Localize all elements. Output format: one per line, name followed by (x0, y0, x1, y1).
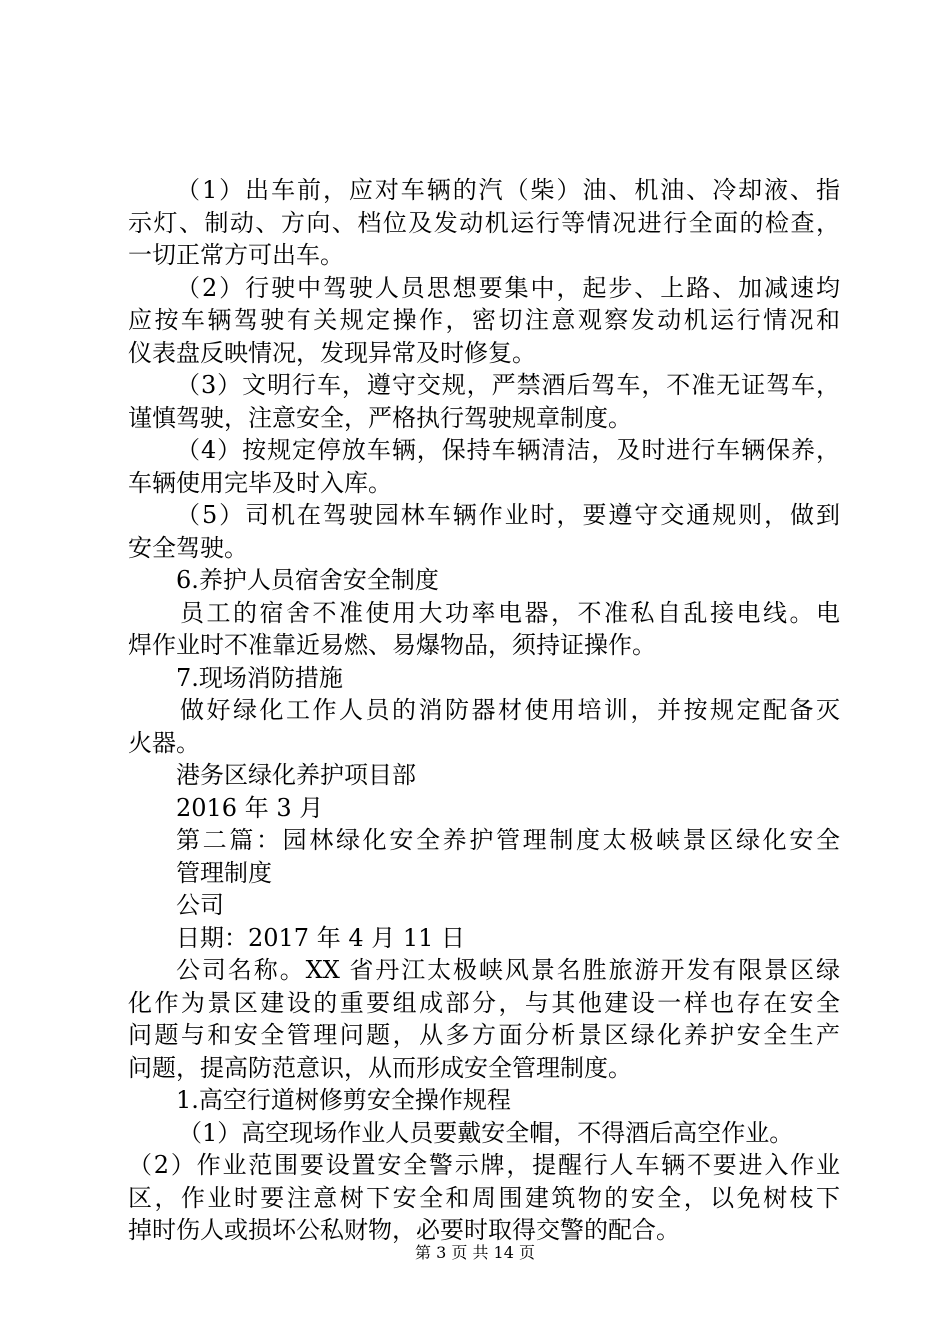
company-label: 公司 (176, 891, 224, 919)
paragraph-line: 示灯、制动、方向、档位及发动机运行等情况进行全面的检查， (128, 208, 840, 237)
paragraph-line: 掉时伤人或损坏公私财物，必要时取得交警的配合。 (128, 1216, 680, 1244)
paragraph-line: 问题，提高防范意识，从而形成安全管理制度。 (128, 1053, 632, 1082)
section-heading: 1.高空行道树修剪安全操作规程 (176, 1086, 511, 1114)
paragraph-line: 仪表盘反映情况，发现异常及时修复。 (128, 338, 536, 367)
paragraph-line: （3）文明行车，遵守交规，严禁酒后驾车，不准无证驾车， (176, 371, 840, 399)
paragraph-line: 公司名称。XX 省丹江太极峡风景名胜旅游开发有限景区绿 (176, 956, 840, 984)
paragraph-line: （4）按规定停放车辆，保持车辆清洁，及时进行车辆保养， (176, 436, 840, 464)
paragraph-line: 火器。 (128, 728, 200, 757)
paragraph-line: （2）作业范围要设置安全警示牌，提醒行人车辆不要进入作业 (128, 1151, 840, 1179)
paragraph-line: 做好绿化工作人员的消防器材使用培训，并按规定配备灭 (180, 696, 840, 724)
paragraph-line: 员工的宿舍不准使用大功率电器，不准私自乱接电线。电 (180, 598, 840, 627)
paragraph-line: 谨慎驾驶，注意安全，严格执行驾驶规章制度。 (128, 403, 632, 432)
section-heading: 6.养护人员宿舍安全制度 (176, 566, 439, 594)
article-title: 管理制度 (176, 858, 272, 887)
paragraph-line: （1）高空现场作业人员要戴安全帽，不得酒后高空作业。 (178, 1118, 794, 1147)
paragraph-line: （1）出车前，应对车辆的汽（柴）油、机油、冷却液、指 (176, 176, 840, 204)
paragraph-line: 问题与和安全管理问题，从多方面分析景区绿化养护安全生产 (128, 1021, 840, 1049)
section-heading: 7.现场消防措施 (176, 663, 343, 692)
signature-date: 2016 年 3 月 (176, 793, 324, 822)
paragraph-line: 一切正常方可出车。 (128, 241, 344, 269)
paragraph-line: （5）司机在驾驶园林车辆作业时，要遵守交通规则，做到 (176, 501, 840, 529)
paragraph-line: 区，作业时要注意树下安全和周围建筑物的安全，以免树枝下 (128, 1183, 840, 1212)
paragraph-line: （2）行驶中驾驶人员思想要集中，起步、上路、加减速均 (176, 273, 840, 302)
paragraph-line: 化作为景区建设的重要组成部分，与其他建设一样也存在安全 (128, 988, 840, 1017)
page-footer: 第 3 页 共 14 页 (415, 1243, 535, 1262)
signature-org: 港务区绿化养护项目部 (176, 761, 416, 789)
paragraph-line: 车辆使用完毕及时入库。 (128, 468, 392, 497)
paragraph-line: 焊作业时不准靠近易燃、易爆物品，须持证操作。 (128, 631, 656, 659)
document-body (128, 174, 840, 1247)
date-line: 日期：2017 年 4 月 11 日 (176, 923, 466, 952)
paragraph-line: 安全驾驶。 (128, 533, 248, 562)
article-title: 第二篇：园林绿化安全养护管理制度太极峡景区绿化安全 (176, 826, 840, 854)
paragraph-line: 应按车辆驾驶有关规定操作，密切注意观察发动机运行情况和 (128, 306, 840, 334)
